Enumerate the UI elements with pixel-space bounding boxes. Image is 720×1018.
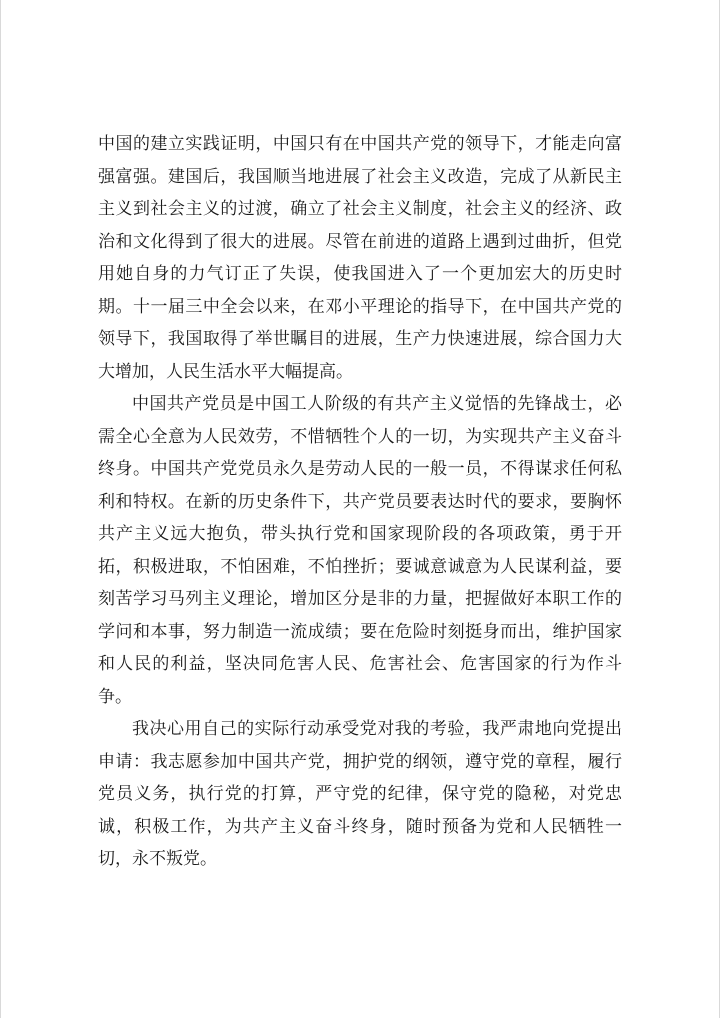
page-edge-left [0, 0, 1, 1018]
paragraph-2: 中国共产党员是中国工人阶级的有共产主义觉悟的先锋战士，必需全心全意为人民效劳，不惜牺牲个人的一切，为实现共产主义奋斗终身。中国共产党党员永久是劳动人民的一般一员，不得谋求任何私利和特权。在新的历史条件下，共产党员要表达时代的要求，要胸怀共产主义远大抱负，带头执行党和国家现阶段的各项政策，勇于开拓，积极进取，不怕困难，不怕挫折；要诚意诚意为人民谋利益，要刻苦学习马列主义理论，增加区分是非的力量，把握做好本职工作的学问和本事，努力制造一流成绩；要在危险时刻挺身而出，维护国家和人民的利益，坚决同危害人民、危害社会、危害国家的行为作斗争。 [98, 394, 622, 707]
paragraph-1: 中国的建立实践证明，中国只有在中国共产党的领导下，才能走向富强富强。建国后，我国顺当地进展了社会主义改造，完成了从新民主主义到社会主义的过渡，确立了社会主义制度，社会主义的经济、政治和文化得到了很大的进展。尽管在前进的道路上遇到过曲折，但党用她自身的力气订正了失误，使我国进入了一个更加宏大的历史时期。十一届三中全会以来，在邓小平理论的指导下，在中国共产党的领导下，我国取得了举世瞩目的进展，生产力快速进展，综合国力大大增加，人民生活水平大幅提高。 [98, 134, 622, 382]
document-body [98, 128, 622, 876]
paragraph-3: 我决心用自己的实际行动承受党对我的考验，我严肃地向党提出申请：我志愿参加中国共产党，拥护党的纲领，遵守党的章程，履行党员义务，执行党的打算，严守党的纪律，保守党的隐秘，对党忠诚，积极工作，为共产主义奋斗终身，随时预备为党和人民牺牲一切，永不叛党。 [98, 719, 622, 869]
